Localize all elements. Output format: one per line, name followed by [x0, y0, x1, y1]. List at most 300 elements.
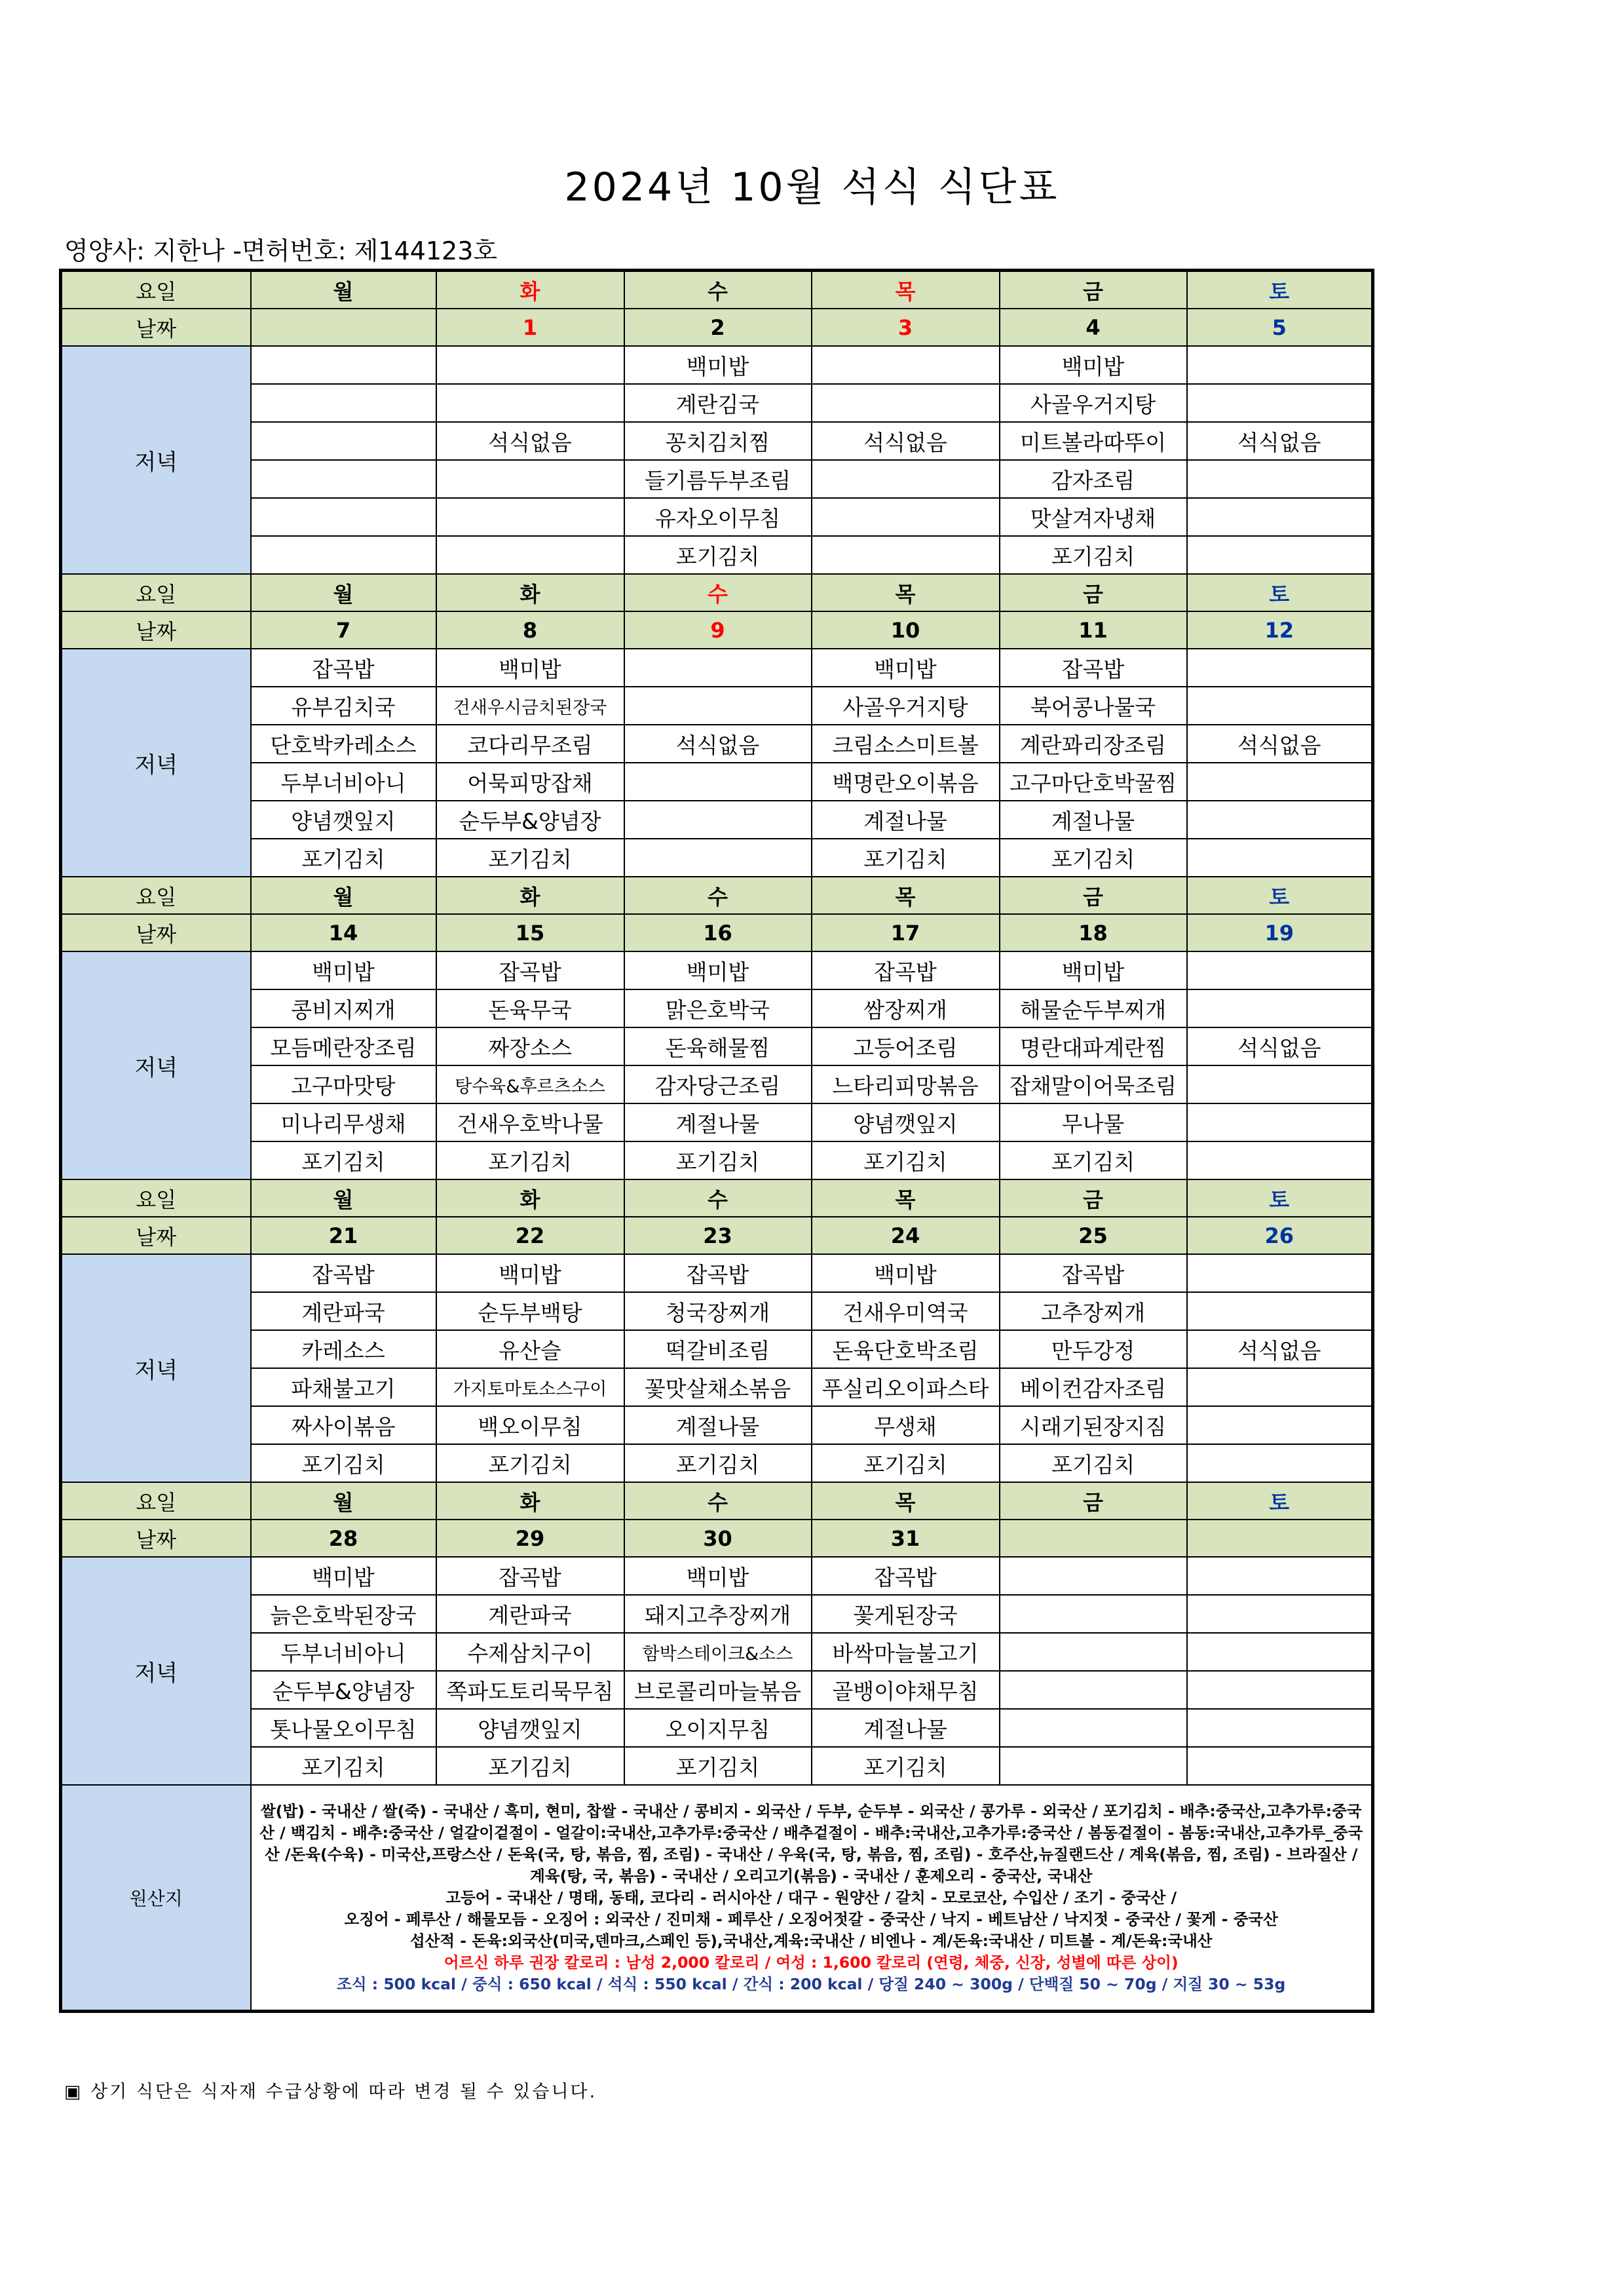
date-row — [61, 1520, 1373, 1557]
menu-row — [61, 1330, 1373, 1368]
day-name: 화 — [436, 1179, 624, 1217]
date-cell: 14 — [251, 914, 436, 951]
menu-item: 고구마맛탕 — [251, 1065, 436, 1103]
date-cell — [1187, 1520, 1373, 1557]
page-title: 2024년 10월 석식 식단표 — [564, 164, 1060, 210]
menu-item: 백미밥 — [1000, 951, 1187, 989]
menu-item — [436, 536, 624, 574]
menu-item: 잡곡밥 — [1000, 1254, 1187, 1292]
day-name: 금 — [1000, 271, 1187, 309]
menu-item — [1187, 763, 1373, 801]
menu-item: 북어콩나물국 — [1000, 687, 1187, 725]
menu-row — [61, 384, 1373, 422]
menu-item: 베이컨감자조림 — [1000, 1368, 1187, 1406]
notice-text: ▣ 상기 식단은 식자재 수급상황에 따라 변경 될 수 있습니다. — [64, 2082, 597, 2102]
menu-row — [61, 1595, 1373, 1633]
day-name: 금 — [1000, 1482, 1187, 1520]
menu-item: 포기김치 — [436, 1444, 624, 1482]
menu-item: 백미밥 — [251, 1557, 436, 1595]
menu-item: 크림소스미트볼 — [812, 725, 1000, 763]
menu-item: 골뱅이야채무침 — [812, 1671, 1000, 1709]
menu-item: 고구마단호박꿀찜 — [1000, 763, 1187, 801]
menu-item: 늙은호박된장국 — [251, 1595, 436, 1633]
menu-item: 잡곡밥 — [624, 1254, 812, 1292]
day-label: 요일 — [61, 1179, 251, 1217]
menu-item: 사골우거지탕 — [812, 687, 1000, 725]
meal-label: 저녁 — [61, 951, 251, 1179]
menu-row — [61, 725, 1373, 763]
menu-item: 청국장찌개 — [624, 1292, 812, 1330]
menu-row — [61, 346, 1373, 384]
calorie-adult: 어르신 하루 권장 칼로리 : 남성 2,000 칼로리 / 여성 : 1,600 칼로리 (연령, 체중, 신장, 성별에 따른 상이) — [444, 1953, 1179, 1972]
menu-item: 석식없음 — [1187, 422, 1373, 460]
menu-item: 잡곡밥 — [1000, 649, 1187, 687]
menu-item — [1187, 384, 1373, 422]
menu-item — [1187, 1709, 1373, 1747]
menu-item: 감자조림 — [1000, 460, 1187, 498]
calorie-meals: 조식 : 500 kcal / 중식 : 650 kcal / 석식 : 550 kcal / 간식 : 200 kcal / 당질 240 ~ 300g / 단백질 50 ~ 70g / 지질 30 ~ 53g — [337, 1974, 1286, 1993]
menu-item — [1187, 1292, 1373, 1330]
menu-item — [1187, 839, 1373, 877]
menu-item: 양념깻잎지 — [812, 1103, 1000, 1141]
menu-item: 고추장찌개 — [1000, 1292, 1187, 1330]
menu-row — [61, 1065, 1373, 1103]
menu-item — [1187, 1368, 1373, 1406]
menu-item — [624, 801, 812, 839]
menu-item — [1187, 346, 1373, 384]
menu-item — [1187, 1747, 1373, 1785]
menu-item: 포기김치 — [436, 839, 624, 877]
menu-item — [1000, 1595, 1187, 1633]
menu-row — [61, 498, 1373, 536]
menu-item — [1187, 1254, 1373, 1292]
menu-item: 계절나물 — [812, 801, 1000, 839]
menu-item: 바싹마늘불고기 — [812, 1633, 1000, 1671]
day-header-row — [61, 574, 1373, 611]
menu-item: 백미밥 — [624, 951, 812, 989]
menu-item — [812, 460, 1000, 498]
menu-item — [624, 763, 812, 801]
menu-item — [251, 422, 436, 460]
menu-item — [1187, 1595, 1373, 1633]
menu-item: 무생채 — [812, 1406, 1000, 1444]
date-cell: 2 — [624, 309, 812, 346]
menu-item — [624, 649, 812, 687]
date-cell: 23 — [624, 1217, 812, 1254]
date-label: 날짜 — [61, 611, 251, 649]
menu-item: 만두강정 — [1000, 1330, 1187, 1368]
origin-line: 섭산적 - 돈육:외국산(미국,덴마크,스페인 등),국내산,계육:국내산 / 비엔나 - 계/돈육:국내산 / 미트볼 - 계/돈육:국내산 — [409, 1931, 1213, 1950]
day-name: 화 — [436, 574, 624, 611]
menu-item: 함박스테이크&소스 — [624, 1633, 812, 1671]
menu-item — [1187, 1141, 1373, 1179]
menu-row — [61, 1406, 1373, 1444]
menu-row — [61, 1254, 1373, 1292]
menu-item — [1187, 460, 1373, 498]
menu-item: 무나물 — [1000, 1103, 1187, 1141]
menu-item: 잡곡밥 — [436, 951, 624, 989]
menu-item: 석식없음 — [1187, 725, 1373, 763]
day-name: 월 — [251, 1482, 436, 1520]
day-name: 수 — [624, 877, 812, 914]
menu-item: 포기김치 — [436, 1141, 624, 1179]
date-label: 날짜 — [61, 309, 251, 346]
menu-item — [812, 346, 1000, 384]
menu-item: 포기김치 — [251, 839, 436, 877]
menu-row — [61, 951, 1373, 989]
menu-item: 순두부백탕 — [436, 1292, 624, 1330]
date-row — [61, 1217, 1373, 1254]
date-cell: 25 — [1000, 1217, 1187, 1254]
meal-label: 저녁 — [61, 346, 251, 574]
day-header-row — [61, 271, 1373, 309]
day-name: 월 — [251, 574, 436, 611]
menu-item: 잡채말이어묵조림 — [1000, 1065, 1187, 1103]
menu-item: 계절나물 — [812, 1709, 1000, 1747]
menu-item: 계절나물 — [624, 1103, 812, 1141]
menu-item: 꽃맛살채소볶음 — [624, 1368, 812, 1406]
day-name: 목 — [812, 877, 1000, 914]
menu-item: 가지토마토소스구이 — [436, 1368, 624, 1406]
menu-item: 계절나물 — [1000, 801, 1187, 839]
menu-row — [61, 989, 1373, 1027]
menu-item: 꽃게된장국 — [812, 1595, 1000, 1633]
menu-item: 계란꽈리장조림 — [1000, 725, 1187, 763]
date-row — [61, 914, 1373, 951]
menu-item: 백미밥 — [1000, 346, 1187, 384]
menu-item — [1187, 1065, 1373, 1103]
date-cell: 19 — [1187, 914, 1373, 951]
menu-item — [812, 498, 1000, 536]
menu-item: 포기김치 — [812, 839, 1000, 877]
date-cell: 12 — [1187, 611, 1373, 649]
menu-item: 짜사이볶음 — [251, 1406, 436, 1444]
menu-item: 들기름두부조림 — [624, 460, 812, 498]
menu-row — [61, 839, 1373, 877]
day-name: 목 — [812, 1482, 1000, 1520]
menu-item — [1187, 1671, 1373, 1709]
day-name: 금 — [1000, 574, 1187, 611]
origin-row — [61, 1785, 1373, 2012]
menu-item: 포기김치 — [812, 1444, 1000, 1482]
date-label: 날짜 — [61, 914, 251, 951]
menu-row — [61, 1141, 1373, 1179]
meal-label: 저녁 — [61, 1557, 251, 1785]
menu-item — [436, 498, 624, 536]
menu-item: 순두부&양념장 — [436, 801, 624, 839]
date-row — [61, 309, 1373, 346]
menu-item: 계란김국 — [624, 384, 812, 422]
menu-item — [1187, 1633, 1373, 1671]
menu-item: 포기김치 — [251, 1747, 436, 1785]
menu-item — [1187, 801, 1373, 839]
menu-item — [436, 384, 624, 422]
menu-row — [61, 1557, 1373, 1595]
menu-item: 석식없음 — [1187, 1330, 1373, 1368]
menu-item — [1187, 498, 1373, 536]
menu-item: 짜장소스 — [436, 1027, 624, 1065]
menu-item: 백미밥 — [624, 346, 812, 384]
menu-item: 파채불고기 — [251, 1368, 436, 1406]
date-label: 날짜 — [61, 1217, 251, 1254]
day-name: 월 — [251, 1179, 436, 1217]
menu-item: 잡곡밥 — [251, 1254, 436, 1292]
menu-item — [436, 460, 624, 498]
menu-item: 유자오이무침 — [624, 498, 812, 536]
menu-row — [61, 649, 1373, 687]
day-name: 수 — [624, 271, 812, 309]
menu-item: 백미밥 — [436, 1254, 624, 1292]
menu-row — [61, 1368, 1373, 1406]
menu-item: 포기김치 — [251, 1141, 436, 1179]
menu-item — [624, 839, 812, 877]
date-row — [61, 611, 1373, 649]
menu-item — [1187, 1406, 1373, 1444]
menu-item: 건새우호박나물 — [436, 1103, 624, 1141]
menu-item: 잡곡밥 — [812, 951, 1000, 989]
day-label: 요일 — [61, 1482, 251, 1520]
date-cell: 7 — [251, 611, 436, 649]
menu-item: 두부너비아니 — [251, 763, 436, 801]
date-cell: 16 — [624, 914, 812, 951]
menu-item: 돈육단호박조림 — [812, 1330, 1000, 1368]
menu-item: 잡곡밥 — [436, 1557, 624, 1595]
date-cell: 26 — [1187, 1217, 1373, 1254]
menu-item: 포기김치 — [1000, 1141, 1187, 1179]
menu-item: 포기김치 — [812, 1141, 1000, 1179]
day-header-row — [61, 1179, 1373, 1217]
menu-item: 미나리무생채 — [251, 1103, 436, 1141]
date-cell: 5 — [1187, 309, 1373, 346]
menu-item: 백미밥 — [812, 1254, 1000, 1292]
menu-item: 떡갈비조림 — [624, 1330, 812, 1368]
menu-item: 사골우거지탕 — [1000, 384, 1187, 422]
date-cell: 3 — [812, 309, 1000, 346]
day-name: 화 — [436, 271, 624, 309]
day-name: 목 — [812, 1179, 1000, 1217]
menu-item: 수제삼치구이 — [436, 1633, 624, 1671]
menu-item: 백오이무침 — [436, 1406, 624, 1444]
day-label: 요일 — [61, 574, 251, 611]
menu-item — [1187, 687, 1373, 725]
menu-item: 두부너비아니 — [251, 1633, 436, 1671]
menu-item: 석식없음 — [436, 422, 624, 460]
origin-line: 오징어 - 페루산 / 해물모듬 - 오징어 : 외국산 / 진미채 - 페루산 / 오징어젓갈 - 중국산 / 낙지 - 베트남산 / 낙지젓 - 중국산 / 꽃게 - 중국산 — [344, 1909, 1278, 1928]
menu-item — [812, 384, 1000, 422]
day-header-row — [61, 1482, 1373, 1520]
day-name: 금 — [1000, 1179, 1187, 1217]
menu-item: 계절나물 — [624, 1406, 812, 1444]
day-name: 월 — [251, 877, 436, 914]
origin-label: 원산지 — [61, 1785, 251, 2012]
menu-row — [61, 1103, 1373, 1141]
menu-item: 백미밥 — [251, 951, 436, 989]
menu-row — [61, 1292, 1373, 1330]
date-cell: 17 — [812, 914, 1000, 951]
date-cell: 22 — [436, 1217, 624, 1254]
menu-item: 고등어조림 — [812, 1027, 1000, 1065]
menu-item — [1187, 1103, 1373, 1141]
menu-item: 석식없음 — [812, 422, 1000, 460]
date-label: 날짜 — [61, 1520, 251, 1557]
day-label: 요일 — [61, 877, 251, 914]
menu-row — [61, 1633, 1373, 1671]
date-cell: 31 — [812, 1520, 1000, 1557]
menu-item — [624, 687, 812, 725]
menu-item — [1000, 1557, 1187, 1595]
menu-item: 톳나물오이무침 — [251, 1709, 436, 1747]
menu-item: 돼지고추장찌개 — [624, 1595, 812, 1633]
menu-row — [61, 1747, 1373, 1785]
menu-item: 백미밥 — [436, 649, 624, 687]
menu-item: 포기김치 — [251, 1444, 436, 1482]
date-cell: 10 — [812, 611, 1000, 649]
menu-item: 잡곡밥 — [251, 649, 436, 687]
menu-item: 포기김치 — [1000, 839, 1187, 877]
menu-row — [61, 1027, 1373, 1065]
date-cell — [251, 309, 436, 346]
menu-item: 잡곡밥 — [812, 1557, 1000, 1595]
menu-item — [1187, 1444, 1373, 1482]
menu-item — [251, 460, 436, 498]
menu-item — [1000, 1747, 1187, 1785]
day-name: 토 — [1187, 271, 1373, 309]
menu-row — [61, 1671, 1373, 1709]
date-cell: 11 — [1000, 611, 1187, 649]
menu-item — [1187, 951, 1373, 989]
menu-item: 석식없음 — [624, 725, 812, 763]
menu-item: 양념깻잎지 — [436, 1709, 624, 1747]
date-cell: 15 — [436, 914, 624, 951]
menu-row — [61, 422, 1373, 460]
date-cell: 4 — [1000, 309, 1187, 346]
menu-row — [61, 763, 1373, 801]
dietitian-info: 영양사: 지한나 -면허번호: 제144123호 — [64, 237, 498, 265]
day-name: 월 — [251, 271, 436, 309]
menu-item — [1187, 536, 1373, 574]
menu-item: 포기김치 — [624, 536, 812, 574]
menu-item: 건새우미역국 — [812, 1292, 1000, 1330]
menu-item: 시래기된장지짐 — [1000, 1406, 1187, 1444]
date-cell: 29 — [436, 1520, 624, 1557]
menu-item: 모듬메란장조림 — [251, 1027, 436, 1065]
menu-table — [59, 269, 1374, 2013]
day-name: 금 — [1000, 877, 1187, 914]
menu-item: 포기김치 — [1000, 536, 1187, 574]
day-name: 토 — [1187, 574, 1373, 611]
menu-item — [1187, 649, 1373, 687]
day-name: 토 — [1187, 877, 1373, 914]
menu-item: 순두부&양념장 — [251, 1671, 436, 1709]
date-cell: 28 — [251, 1520, 436, 1557]
date-cell: 24 — [812, 1217, 1000, 1254]
date-cell: 9 — [624, 611, 812, 649]
menu-item: 꽁치김치찜 — [624, 422, 812, 460]
date-cell: 1 — [436, 309, 624, 346]
menu-item: 돈육해물찜 — [624, 1027, 812, 1065]
date-cell: 21 — [251, 1217, 436, 1254]
day-name: 수 — [624, 1179, 812, 1217]
menu-item: 쪽파도토리묵무침 — [436, 1671, 624, 1709]
menu-item: 계란파국 — [436, 1595, 624, 1633]
menu-item: 포기김치 — [812, 1747, 1000, 1785]
menu-item: 카레소스 — [251, 1330, 436, 1368]
day-label: 요일 — [61, 271, 251, 309]
menu-item — [1000, 1709, 1187, 1747]
menu-item: 맛살겨자냉채 — [1000, 498, 1187, 536]
menu-item — [1000, 1671, 1187, 1709]
menu-item: 유부김치국 — [251, 687, 436, 725]
menu-item: 코다리무조림 — [436, 725, 624, 763]
menu-item: 명란대파계란찜 — [1000, 1027, 1187, 1065]
menu-row — [61, 801, 1373, 839]
menu-item — [251, 498, 436, 536]
menu-item: 백미밥 — [812, 649, 1000, 687]
menu-item — [1000, 1633, 1187, 1671]
menu-item: 브로콜리마늘볶음 — [624, 1671, 812, 1709]
origin-line: 쌀(밥) - 국내산 / 쌀(죽) - 국내산 / 흑미, 현미, 찹쌀 - 국내산 / 콩비지 - 외국산 / 두부, 순두부 - 외국산 / 콩가루 - 외국산 / 포기김치 - 배추:중국산,고추가루:중국산 / 백김치 - 배추:중국산 / 얼갈이겉절이 - 얼갈이:국내산,고추가루:중국산 / 배추겉절이 - 배추:국내산,고추가루:중국산 / 봄동겉절이 - 봄동:국내산,고추가루_중국산 /돈육(수육) - 미국산,프랑스산 / 돈육(국, 탕, 볶음, 찜, 조림) - 국내산 / 우육(국, 탕, 볶음, 찜, 조림) - 호주산,뉴질랜드산 / 계육(볶음, 찜, 조림) - 브라질산 / 계육(탕, 국, 볶음) - 국내산 / 오리고기(볶음) - 국내산 / 훈제오리 - 중국산, 국내산 — [259, 1801, 1363, 1885]
menu-item: 건새우시금치된장국 — [436, 687, 624, 725]
menu-item: 느타리피망볶음 — [812, 1065, 1000, 1103]
menu-row — [61, 1444, 1373, 1482]
menu-item: 계란파국 — [251, 1292, 436, 1330]
menu-row — [61, 460, 1373, 498]
day-header-row — [61, 877, 1373, 914]
menu-item: 포기김치 — [436, 1747, 624, 1785]
date-cell: 30 — [624, 1520, 812, 1557]
menu-item: 석식없음 — [1187, 1027, 1373, 1065]
menu-item: 푸실리오이파스타 — [812, 1368, 1000, 1406]
day-name: 수 — [624, 574, 812, 611]
menu-item — [1187, 1557, 1373, 1595]
menu-item: 오이지무침 — [624, 1709, 812, 1747]
menu-item: 포기김치 — [624, 1444, 812, 1482]
menu-item — [1187, 989, 1373, 1027]
menu-item: 포기김치 — [624, 1747, 812, 1785]
origin-info — [251, 1785, 1373, 2012]
menu-item: 포기김치 — [624, 1141, 812, 1179]
menu-item: 쌈장찌개 — [812, 989, 1000, 1027]
menu-item: 탕수육&후르츠소스 — [436, 1065, 624, 1103]
menu-item: 양념깻잎지 — [251, 801, 436, 839]
date-cell: 8 — [436, 611, 624, 649]
meal-label: 저녁 — [61, 1254, 251, 1482]
menu-item: 어묵피망잡채 — [436, 763, 624, 801]
menu-item: 포기김치 — [1000, 1444, 1187, 1482]
menu-item — [251, 384, 436, 422]
menu-item: 해물순두부찌개 — [1000, 989, 1187, 1027]
menu-row — [61, 1709, 1373, 1747]
day-name: 토 — [1187, 1482, 1373, 1520]
menu-item: 유산슬 — [436, 1330, 624, 1368]
menu-item: 단호박카레소스 — [251, 725, 436, 763]
day-name: 화 — [436, 877, 624, 914]
menu-item: 미트볼라따뚜이 — [1000, 422, 1187, 460]
menu-item — [436, 346, 624, 384]
menu-item: 돈육무국 — [436, 989, 624, 1027]
menu-item: 백명란오이볶음 — [812, 763, 1000, 801]
menu-item — [251, 536, 436, 574]
menu-item: 콩비지찌개 — [251, 989, 436, 1027]
menu-item — [251, 346, 436, 384]
menu-item: 감자당근조림 — [624, 1065, 812, 1103]
menu-item: 맑은호박국 — [624, 989, 812, 1027]
day-name: 토 — [1187, 1179, 1373, 1217]
menu-item — [812, 536, 1000, 574]
day-name: 수 — [624, 1482, 812, 1520]
menu-row — [61, 536, 1373, 574]
date-cell — [1000, 1520, 1187, 1557]
